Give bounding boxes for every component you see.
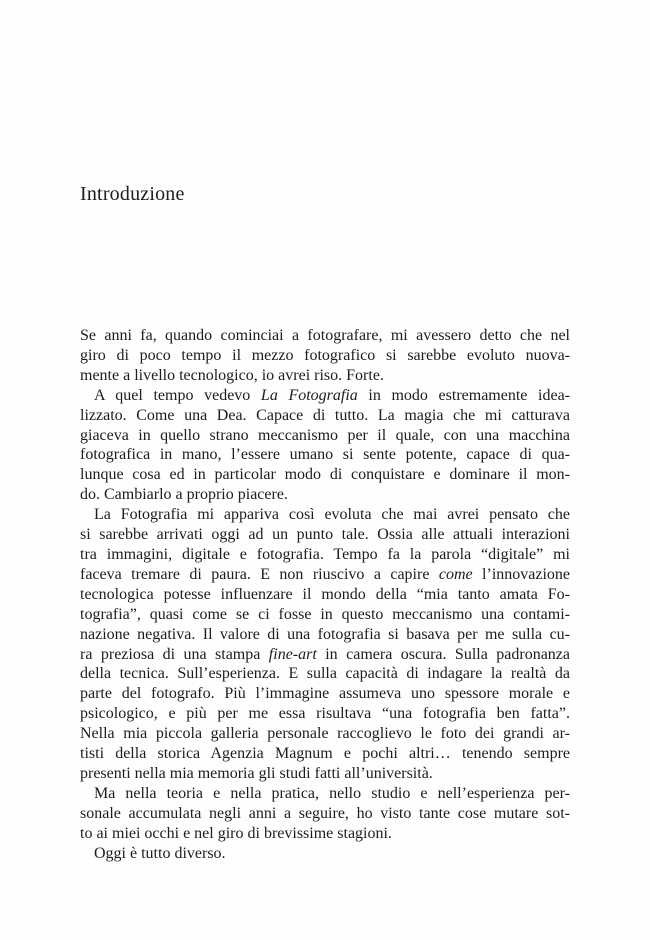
text-segment: fotografica in mano, l’essere umano si sente potente, capace di qua-	[80, 446, 570, 464]
text-segment: mente a livello tecnologico, io avrei riso. Forte.	[80, 366, 384, 384]
paragraph	[80, 386, 570, 505]
text-line	[80, 764, 570, 784]
text-segment: Ma nella teoria e nella pratica, nello studio e nell’esperienza per-	[94, 784, 570, 802]
paragraph	[80, 784, 570, 844]
text-line	[80, 525, 570, 545]
text-segment: presenti nella mia memoria gli studi fatti all’università.	[80, 764, 433, 782]
text-line	[80, 505, 570, 525]
text-line	[80, 824, 570, 844]
italic-text-segment: fine-art	[268, 645, 317, 663]
text-line	[80, 724, 570, 744]
text-line	[80, 485, 570, 505]
text-block	[80, 326, 570, 863]
italic-text-segment: La Fotografia	[260, 386, 358, 404]
text-segment: faceva tremare di paura. E non riuscivo a capire	[80, 565, 439, 583]
text-segment: tra immagini, digitale e fotografia. Tempo fa la parola “digitale” mi	[80, 545, 570, 563]
text-segment: to ai miei occhi e nel giro di brevissime stagioni.	[80, 824, 392, 842]
text-line	[80, 684, 570, 704]
text-line	[80, 664, 570, 684]
text-segment: lunque cosa ed in particolar modo di conquistare e dominare il mon-	[80, 466, 570, 484]
italic-text-segment: come	[438, 565, 473, 583]
text-line	[80, 744, 570, 764]
text-segment: in camera oscura. Sulla padronanza	[316, 645, 570, 663]
text-line	[80, 605, 570, 625]
text-line	[80, 366, 570, 386]
text-line	[80, 704, 570, 724]
text-line	[80, 406, 570, 426]
text-segment: tecnologica potesse influenzare il mondo della “mia tanto amata Fo-	[80, 585, 570, 603]
text-segment: A quel tempo vedevo	[94, 386, 261, 404]
text-segment: giro di poco tempo il mezzo fotografico si sarebbe evoluto nuova-	[80, 346, 570, 364]
text-segment: Se anni fa, quando cominciai a fotografare, mi avessero detto che nel	[80, 327, 570, 344]
chapter-heading: Introduzione	[80, 183, 185, 205]
text-line	[80, 465, 570, 485]
text-line	[80, 784, 570, 804]
paragraph	[80, 505, 570, 784]
text-segment: lizzato. Come una Dea. Capace di tutto. La magia che mi catturava	[80, 406, 570, 424]
text-segment: della tecnica. Sull’esperienza. E sulla capacità di indagare la realtà da	[80, 665, 570, 683]
text-line	[80, 346, 570, 366]
text-line	[80, 645, 570, 665]
paragraph	[80, 326, 570, 386]
text-line	[80, 625, 570, 645]
text-segment: nazione negativa. Il valore di una fotografia si basava per me sulla cu-	[80, 625, 570, 643]
text-line	[80, 804, 570, 824]
text-segment: La Fotografia mi appariva così evoluta che mai avrei pensato che	[94, 506, 570, 524]
text-segment: l’innovazione	[472, 565, 571, 583]
text-line	[80, 545, 570, 565]
text-segment: si sarebbe arrivati oggi ad un punto tale. Ossia alle attuali interazioni	[80, 526, 570, 544]
text-line	[80, 426, 570, 446]
paragraph	[80, 844, 570, 864]
text-line	[80, 844, 570, 864]
text-segment: ra preziosa di una stampa	[80, 645, 269, 663]
text-line	[80, 565, 570, 585]
text-segment: sonale accumulata negli anni a seguire, ho visto tante cose mutare sot-	[80, 804, 570, 822]
text-segment: giaceva in quello strano meccanismo per il quale, con una macchina	[80, 426, 570, 444]
text-segment: psicologico, e più per me essa risultava “una fotografia ben fatta”.	[80, 705, 570, 723]
text-segment: Nella mia piccola galleria personale raccoglievo le foto dei grandi ar-	[80, 725, 570, 743]
text-segment: do. Cambiarlo a proprio piacere.	[80, 486, 288, 504]
text-line	[80, 326, 570, 346]
text-line	[80, 585, 570, 605]
text-segment: parte del fotografo. Più l’immagine assumeva uno spessore morale e	[80, 685, 570, 703]
text-segment: tografia”, quasi come se ci fosse in questo meccanismo una contami-	[80, 605, 570, 623]
text-line	[80, 445, 570, 465]
text-line	[80, 386, 570, 406]
text-segment: in modo estremamente idea-	[357, 386, 570, 404]
text-segment: tisti della storica Agenzia Magnum e pochi altri… tenendo sempre	[80, 745, 570, 763]
text-segment: Oggi è tutto diverso.	[94, 844, 226, 862]
